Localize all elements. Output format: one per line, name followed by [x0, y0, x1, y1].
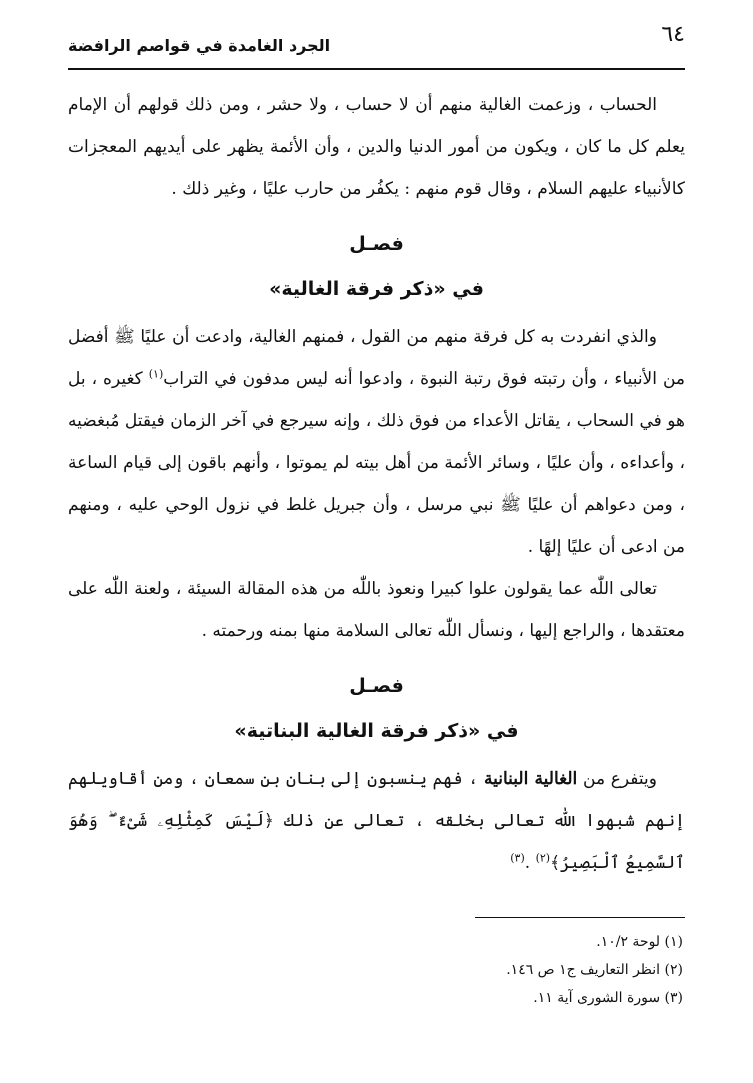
section-paragraph — [68, 758, 685, 884]
paragraph-text: . — [524, 853, 536, 873]
page-number: ٦٤ — [661, 22, 685, 47]
footnote-reference: (٢) — [535, 851, 551, 865]
paragraph-text: كغيره ، بل هو في السحاب ، يقاتل الأعداء من فوق ذلك ، وإنه سيرجع في آخر الزمان فيقتل مُبغضيه ، وأعداءه ، وأن عليًا ، وسائر الأئمة من أهل بيته لم يموتوا ، وأنهم باقون إلى قيام الساعة ، ومن دعواهم أن عليًا ﷺ نبي مرسل ، وأن جبريل غلط في نزول الوحي عليه ، ومنهم من ادعى أن عليًا إلهًا . — [68, 369, 685, 557]
paragraph-text: والذي انفردت به كل فرقة منهم من القول ، فمنهم الغالية، وادعت أن عليًا ﷺ أفضل من الأنبياء ، وأن رتبته فوق رتبة النبوة ، وادعوا أنه ليس مدفون في التراب — [68, 327, 686, 389]
footnote: (٢) انظر التعاريف ج١ ص ١٤٦. — [506, 962, 683, 978]
paragraph-text: ويتفرع من — [577, 769, 657, 789]
section-title: في «ذكر فرقة الغالية» — [269, 278, 484, 300]
opening-paragraph: الحساب ، وزعمت الغالية منهم أن لا حساب ، ولا حشر ، ومن ذلك قولهم أن الإمام يعلم كل ما كان ، ويكون من أمور الدنيا والدين ، وأن الأئمة يظهر على أيديهم المعجزات كالأنبياء عليهم السلام ، وقال قوم منهم : يكفُر من حارب عليًا ، وغير ذلك . — [68, 95, 685, 199]
paragraph-text: ، فهم ينسبون إلى بنان بن سمعان ، ومن أقاويلهم إنهم شبهوا اللّٰه تعالى بخلقه ، تعالى عن ذلك — [68, 769, 685, 831]
section-label: فصـل — [349, 233, 404, 255]
footnote: (٣) سورة الشورى آية ١١. — [533, 990, 683, 1006]
bold-term: الغالية البنانية — [483, 769, 578, 789]
page-body — [68, 84, 685, 884]
footnote-reference: (٣) — [510, 851, 525, 865]
section-paragraph — [68, 316, 685, 568]
footnote: (١) لوحة ١٠/٢. — [596, 934, 683, 950]
quran-verse: ﴿لَيْسَ كَمِثْلِهِۦ شَىْءٌ ۖ وَهُوَ ٱلسَّمِيعُ ٱلْبَصِيرُ﴾ — [68, 811, 685, 873]
page-header — [68, 22, 685, 70]
section-paragraph: تعالى اللّٰه عما يقولون علوا كبيرا ونعوذ باللّٰه من هذه المقالة السيئة ، ولعنة اللّٰه على معتقدها ، والراجع إليها ، ونسأل اللّٰه تعالى السلامة منها بمنه ورحمته . — [68, 579, 685, 641]
footnotes — [68, 928, 683, 1012]
section-label: فصـل — [349, 675, 404, 697]
running-title: الجرد الغامدة في قواصم الرافضة — [68, 36, 331, 55]
footnote-divider — [475, 917, 685, 918]
footnote-reference: (١) — [148, 367, 164, 381]
section-title: في «ذكر فرقة الغالية البناتية» — [234, 720, 519, 742]
